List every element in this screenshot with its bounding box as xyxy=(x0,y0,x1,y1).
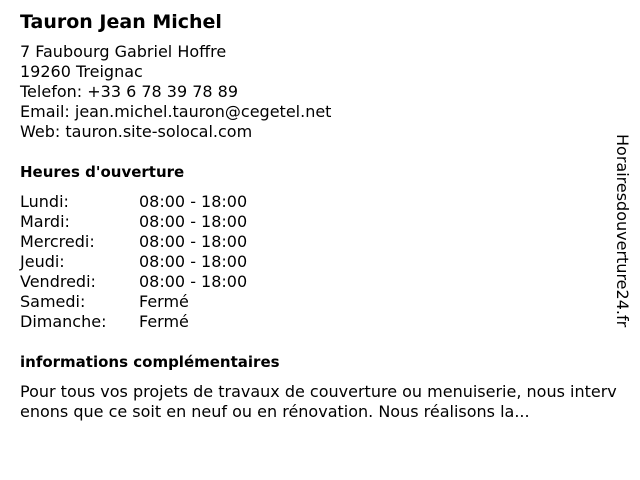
business-name: Tauron Jean Michel xyxy=(20,11,222,33)
address-line-1: 7 Faubourg Gabriel Hoffre xyxy=(20,42,227,61)
hours-row xyxy=(20,232,620,252)
hours-day: Samedi: xyxy=(20,292,86,311)
hours-row xyxy=(20,252,620,272)
web-text: Web: tauron.site-solocal.com xyxy=(20,122,253,141)
hours-time: 08:00 - 18:00 xyxy=(139,212,248,231)
side-watermark-label: Horairesdouverture24.fr xyxy=(613,134,632,328)
hours-day: Jeudi: xyxy=(20,252,65,271)
info-description: Pour tous vos projets de travaux de couverture ou menuiserie, nous interveno​ns que ce soit en neuf ou en rénovation. Nous réalisons la... xyxy=(20,382,617,421)
hours-row xyxy=(20,192,620,212)
hours-time: 08:00 - 18:00 xyxy=(139,192,248,211)
address-line-2: 19260 Treignac xyxy=(20,62,143,81)
hours-day: Mardi: xyxy=(20,212,70,231)
phone-text: Telefon: +33 6 78 39 78 89 xyxy=(20,82,239,101)
hours-day: Vendredi: xyxy=(20,272,96,291)
hours-row xyxy=(20,272,620,292)
hours-day: Dimanche: xyxy=(20,312,107,331)
hours-time: Fermé xyxy=(139,292,189,311)
hours-row xyxy=(20,292,620,312)
hours-time: Fermé xyxy=(139,312,189,331)
business-card xyxy=(20,10,620,422)
hours-time: 08:00 - 18:00 xyxy=(139,252,248,271)
hours-row xyxy=(20,212,620,232)
hours-table xyxy=(20,192,620,332)
email-text: Email: jean.michel.tauron@cegetel.net xyxy=(20,102,332,121)
info-title: informations complémentaires xyxy=(20,353,280,371)
hours-row xyxy=(20,312,620,332)
hours-day: Lundi: xyxy=(20,192,69,211)
hours-time: 08:00 - 18:00 xyxy=(139,232,248,251)
hours-title: Heures d'ouverture xyxy=(20,163,185,181)
hours-time: 08:00 - 18:00 xyxy=(139,272,248,291)
hours-day: Mercredi: xyxy=(20,232,95,251)
